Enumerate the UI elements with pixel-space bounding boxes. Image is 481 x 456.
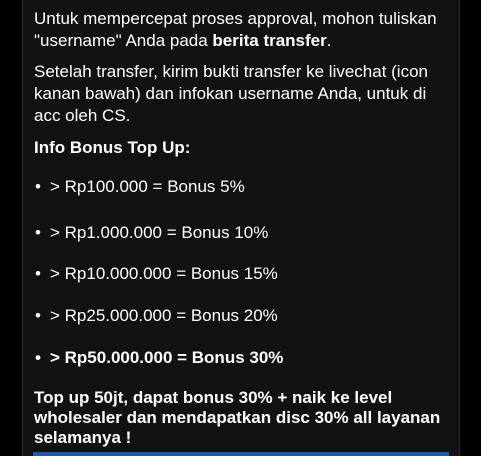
bonus-item: [34, 176, 444, 198]
bullet-icon: •: [35, 177, 41, 196]
instruction-text: Untuk mempercepat proses approval, mohon tuliskan "username" Anda pada: [34, 9, 437, 50]
bonus-list: [34, 176, 444, 369]
instruction-end: .: [326, 31, 332, 50]
bullet-icon: •: [35, 306, 41, 325]
bullet-icon: •: [35, 223, 41, 242]
bonus-item-text: > Rp100.000 = Bonus 5%: [50, 177, 245, 196]
bonus-item-text: > Rp50.000.000 = Bonus 30%: [50, 348, 284, 367]
bonus-item: [34, 222, 444, 244]
bonus-heading: Info Bonus Top Up:: [34, 138, 191, 157]
livechat-paragraph: Setelah transfer, kirim bukti transfer ke livechat (icon kanan bawah) dan infokan username Anda, untuk di acc oleh CS.: [34, 62, 428, 125]
bonus-item-highlight: [34, 347, 444, 369]
bonus-item: [34, 263, 444, 285]
instruction-emphasis: berita transfer: [212, 31, 327, 50]
message-content: [34, 8, 444, 448]
chat-message-panel: [22, 0, 460, 456]
bullet-icon: •: [35, 348, 41, 367]
bullet-icon: •: [35, 264, 41, 283]
bonus-item-text: > Rp1.000.000 = Bonus 10%: [50, 223, 269, 242]
bonus-item-text: > Rp25.000.000 = Bonus 20%: [50, 306, 278, 325]
instruction-paragraph: [34, 8, 444, 52]
accent-divider: [33, 452, 449, 456]
bonus-item: [34, 305, 444, 327]
bonus-item-text: > Rp10.000.000 = Bonus 15%: [50, 264, 278, 283]
promo-footer: Top up 50jt, dapat bonus 30% + naik ke level wholesaler dan mendapatkan disc 30% all layanan selamanya !: [34, 388, 441, 447]
